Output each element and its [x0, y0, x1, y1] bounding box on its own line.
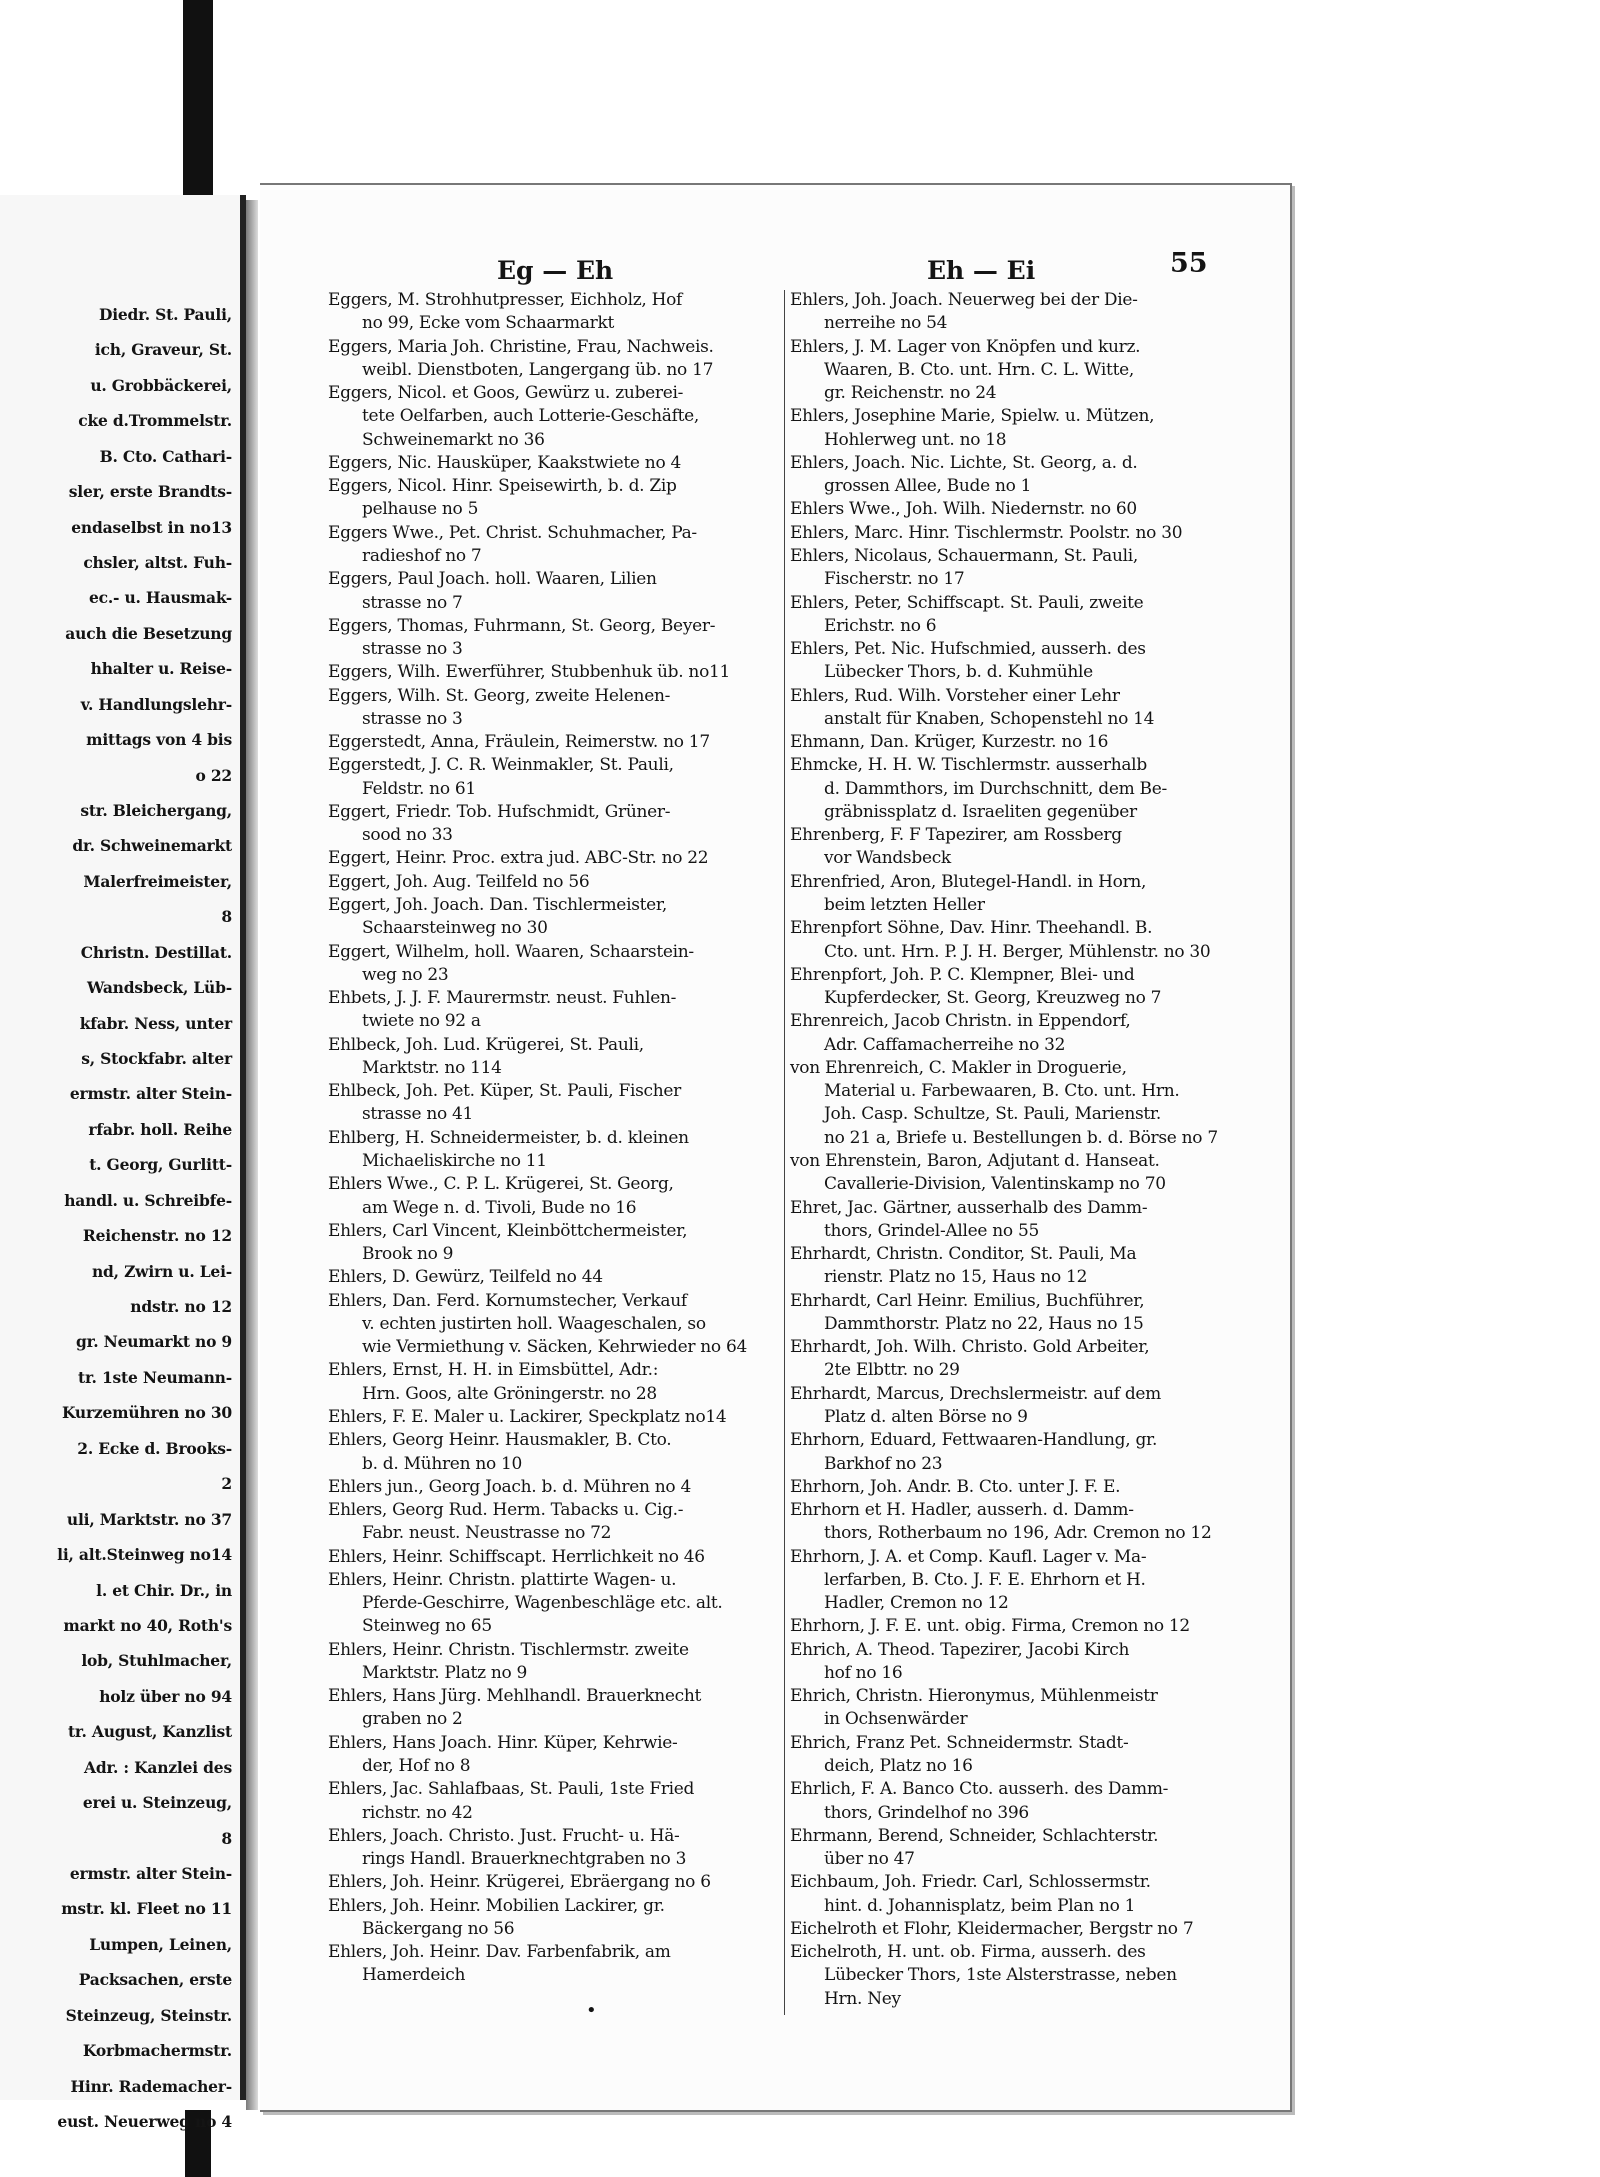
- entry-line: Ehlers, Dan. Ferd. Kornumstecher, Verkauf: [328, 1290, 687, 1311]
- entry-line: Eggert, Heinr. Proc. extra jud. ABC-Str. no 22: [328, 848, 709, 869]
- entry-continuation-line: thors, Grindelhof no 396: [824, 1802, 1029, 1823]
- entry-continuation-line: no 21 a, Briefe u. Bestellungen b. d. Börse no 7: [824, 1127, 1218, 1148]
- entry-continuation-line: twiete no 92 a: [362, 1011, 481, 1032]
- entry-continuation-line: radieshof no 7: [362, 545, 482, 566]
- left-fragment-line: uli, Marktstr. no 37: [66, 1509, 232, 1529]
- entry-continuation-line: Barkhof no 23: [824, 1453, 943, 1474]
- entry-continuation-line: über no 47: [824, 1849, 915, 1870]
- left-fragment-line: tr. August, Kanzlist: [67, 1722, 232, 1742]
- entry-continuation-line: Adr. Caffamacherreihe no 32: [824, 1034, 1066, 1055]
- entry-line: Eggers, Nicol. Hinr. Speisewirth, b. d. Zip: [328, 476, 677, 497]
- entry-line: Ehlbeck, Joh. Pet. Küper, St. Pauli, Fischer: [328, 1081, 681, 1102]
- left-fragment-line: Lumpen, Leinen,: [89, 1934, 232, 1954]
- entry-line: Eggers, Paul Joach. holl. Waaren, Lilien: [328, 569, 657, 590]
- entry-continuation-line: thors, Grindel-Allee no 55: [824, 1220, 1039, 1241]
- entry-continuation-line: gräbnissplatz d. Israeliten gegenüber: [824, 801, 1137, 822]
- entry-line: Ehrenpfort Söhne, Dav. Hinr. Theehandl. B.: [790, 918, 1153, 939]
- entry-line: Ehret, Jac. Gärtner, ausserhalb des Damm-: [790, 1197, 1148, 1218]
- left-fragment-line: 2: [221, 1474, 232, 1494]
- entry-line: Eggers, Wilh. Ewerführer, Stubbenhuk üb. no11: [328, 662, 731, 683]
- entry-line: Ehrenpfort, Joh. P. C. Klempner, Blei- und: [790, 964, 1135, 985]
- entry-continuation-line: Hohlerweg unt. no 18: [824, 429, 1007, 450]
- entry-line: Ehlers Wwe., Joh. Wilh. Niedernstr. no 60: [790, 499, 1137, 520]
- entry-continuation-line: deich, Platz no 16: [824, 1756, 973, 1776]
- entry-line: Eggers, M. Strohhutpresser, Eichholz, Hof: [328, 290, 683, 310]
- entry-continuation-line: strasse no 7: [362, 592, 463, 613]
- entry-continuation-line: beim letzten Heller: [824, 895, 985, 916]
- left-fragment-line: Kurzemühren no 30: [61, 1403, 232, 1423]
- header-left-range: Eg — Eh: [497, 256, 614, 285]
- left-fragment-line: rfabr. holl. Reihe: [88, 1119, 232, 1139]
- left-fragment-line: Reichenstr. no 12: [82, 1226, 232, 1246]
- entry-line: Ehrich, A. Theod. Tapezirer, Jacobi Kirch: [790, 1639, 1130, 1660]
- page-gutter: [246, 200, 258, 2110]
- left-fragment-line: gr. Neumarkt no 9: [76, 1332, 232, 1352]
- left-fragment-line: l. et Chir. Dr., in: [96, 1580, 232, 1600]
- entry-continuation-line: weibl. Dienstboten, Langergang üb. no 17: [362, 359, 714, 380]
- entry-line: Ehrhorn, J. A. et Comp. Kaufl. Lager v. Ma-: [790, 1546, 1147, 1567]
- entry-line: Ehlers, Marc. Hinr. Tischlermstr. Poolstr. no 30: [790, 522, 1183, 543]
- left-fragment-line: kfabr. Ness, unter: [79, 1013, 232, 1033]
- entry-continuation-line: Schweinemarkt no 36: [362, 429, 545, 450]
- entry-line: Ehlers, Heinr. Christn. Tischlermstr. zweite: [328, 1639, 689, 1660]
- entry-continuation-line: sood no 33: [362, 825, 453, 846]
- entry-line: von Ehrenreich, C. Makler in Droguerie,: [790, 1057, 1127, 1078]
- entry-line: Ehlers, Georg Heinr. Hausmakler, B. Cto.: [328, 1430, 672, 1451]
- entry-line: Ehrhorn, J. F. E. unt. obig. Firma, Cremon no 12: [790, 1616, 1190, 1637]
- book-spine-shadow-top: [183, 0, 213, 200]
- entry-continuation-line: Michaeliskirche no 11: [362, 1150, 547, 1171]
- left-fragment-line: u. Grobbäckerei,: [90, 375, 232, 395]
- left-fragment-line: erei u. Steinzeug,: [82, 1793, 232, 1813]
- entry-line: Ehrenfried, Aron, Blutegel-Handl. in Horn,: [790, 871, 1147, 892]
- entry-continuation-line: anstalt für Knaben, Schopenstehl no 14: [824, 708, 1155, 729]
- entry-continuation-line: lerfarben, B. Cto. J. F. E. Ehrhorn et H.: [824, 1569, 1146, 1590]
- entry-line: Ehlers, Peter, Schiffscapt. St. Pauli, zweite: [790, 592, 1144, 613]
- entry-line: Ehrmann, Berend, Schneider, Schlachterstr.: [790, 1825, 1159, 1846]
- entry-line: Ehrlich, F. A. Banco Cto. ausserh. des Damm-: [790, 1779, 1169, 1800]
- entry-line: Ehlers, Joh. Heinr. Krügerei, Ebräergang no 6: [328, 1872, 711, 1893]
- left-fragment-line: markt no 40, Roth's: [63, 1615, 232, 1635]
- entry-line: Ehlers, Carl Vincent, Kleinböttchermeister,: [328, 1220, 688, 1241]
- entry-line: Ehrenreich, Jacob Christn. in Eppendorf,: [790, 1011, 1131, 1032]
- entry-line: Eggers, Maria Joh. Christine, Frau, Nachweis.: [328, 336, 714, 357]
- entry-continuation-line: 2te Elbttr. no 29: [824, 1360, 960, 1381]
- entry-line: Ehlers, Nicolaus, Schauermann, St. Pauli,: [790, 545, 1139, 566]
- entry-line: Ehlers, Ernst, H. H. in Eimsbüttel, Adr.:: [328, 1360, 659, 1381]
- entry-continuation-line: Pferde-Geschirre, Wagenbeschläge etc. alt.: [362, 1593, 723, 1614]
- entry-line: Ehrhorn et H. Hadler, ausserh. d. Damm-: [790, 1500, 1134, 1521]
- left-fragment-line: Korbmachermstr.: [82, 2041, 232, 2061]
- header-right-range: Eh — Ei: [927, 256, 1036, 285]
- left-fragment-line: 8: [221, 1828, 232, 1848]
- entry-continuation-line: gr. Reichenstr. no 24: [824, 383, 997, 404]
- entry-continuation-line: hint. d. Johannisplatz, beim Plan no 1: [824, 1895, 1136, 1916]
- left-fragment-line: Packsachen, erste: [78, 1970, 232, 1990]
- entry-continuation-line: Marktstr. Platz no 9: [362, 1662, 528, 1683]
- entry-continuation-line: Steinweg no 65: [362, 1616, 492, 1637]
- entry-continuation-line: vor Wandsbeck: [824, 848, 951, 869]
- left-fragment-line: str. Bleichergang,: [80, 801, 232, 821]
- entry-continuation-line: b. d. Mühren no 10: [362, 1453, 523, 1474]
- left-fragment-line: Diedr. St. Pauli,: [98, 305, 232, 324]
- entry-continuation-line: no 99, Ecke vom Schaarmarkt: [362, 313, 615, 334]
- entry-line: Ehlers, Joh. Joach. Neuerweg bei der Die-: [790, 290, 1138, 310]
- entry-continuation-line: grossen Allee, Bude no 1: [824, 476, 1032, 497]
- entry-continuation-line: Waaren, B. Cto. unt. Hrn. C. L. Witte,: [824, 359, 1134, 380]
- entry-line: Ehlbeck, Joh. Lud. Krügerei, St. Pauli,: [328, 1034, 644, 1055]
- entry-line: Ehlers, Hans Jürg. Mehlhandl. Brauerknecht: [328, 1686, 702, 1707]
- left-fragment-line: B. Cto. Cathari-: [99, 446, 232, 466]
- entry-continuation-line: Marktstr. no 114: [362, 1057, 502, 1078]
- entry-continuation-line: richstr. no 42: [362, 1802, 473, 1823]
- entry-line: Ehmcke, H. H. W. Tischlermstr. ausserhalb: [790, 755, 1147, 776]
- left-fragment-line: Wandsbeck, Lüb-: [86, 978, 232, 998]
- entry-line: Eggerstedt, J. C. R. Weinmakler, St. Pauli,: [328, 755, 674, 776]
- entry-continuation-line: Material u. Farbewaaren, B. Cto. unt. Hrn.: [824, 1081, 1180, 1102]
- entry-continuation-line: Hamerdeich: [362, 1965, 466, 1986]
- entry-line: Eggers Wwe., Pet. Christ. Schuhmacher, Pa-: [328, 522, 697, 543]
- entry-line: Ehlers, Hans Joach. Hinr. Küper, Kehrwie-: [328, 1732, 678, 1753]
- left-fragment-line: ermstr. alter Stein-: [69, 1863, 232, 1883]
- entry-continuation-line: nerreihe no 54: [824, 313, 948, 334]
- entry-line: Ehrenberg, F. F Tapezirer, am Rossberg: [790, 825, 1122, 846]
- entry-continuation-line: rienstr. Platz no 15, Haus no 12: [824, 1267, 1088, 1288]
- left-fragment-line: nd, Zwirn u. Lei-: [91, 1261, 232, 1281]
- entry-continuation-line: strasse no 3: [362, 639, 463, 660]
- left-fragment-line: Adr. : Kanzlei des: [84, 1757, 232, 1777]
- entry-continuation-line: wie Vermiethung v. Säcken, Kehrwieder no 64: [362, 1337, 747, 1358]
- entry-line: Ehlers, F. E. Maler u. Lackirer, Speckplatz no14: [328, 1406, 727, 1427]
- entry-continuation-line: Lübecker Thors, b. d. Kuhmühle: [824, 662, 1093, 683]
- entry-continuation-line: hof no 16: [824, 1662, 903, 1683]
- entry-line: Ehbets, J. J. F. Maurermstr. neust. Fuhlen-: [328, 988, 677, 1009]
- entry-continuation-line: Hadler, Cremon no 12: [824, 1593, 1009, 1614]
- entry-continuation-line: Cavallerie-Division, Valentinskamp no 70: [824, 1174, 1166, 1195]
- left-fragment-line: Malerfreimeister,: [83, 871, 232, 891]
- entry-continuation-line: Kupferdecker, St. Georg, Kreuzweg no 7: [824, 988, 1162, 1009]
- entry-line: Ehlers, Joh. Heinr. Dav. Farbenfabrik, am: [328, 1942, 671, 1963]
- entry-line: Eggert, Friedr. Tob. Hufschmidt, Grüner-: [328, 801, 671, 822]
- entry-line: Ehlers, Joh. Heinr. Mobilien Lackirer, gr.: [328, 1895, 665, 1916]
- left-fragment-line: o 22: [195, 765, 232, 785]
- entry-continuation-line: rings Handl. Brauerknechtgraben no 3: [362, 1849, 687, 1870]
- entry-line: Ehlers, Georg Rud. Herm. Tabacks u. Cig.-: [328, 1500, 684, 1521]
- entry-line: Eichelroth, H. unt. ob. Firma, ausserh. des: [790, 1942, 1146, 1963]
- left-fragment-line: v. Handlungslehr-: [80, 694, 232, 714]
- entry-continuation-line: weg no 23: [362, 964, 449, 985]
- entry-line: Ehrhardt, Christn. Conditor, St. Pauli, Ma: [790, 1244, 1137, 1265]
- entry-continuation-line: graben no 2: [362, 1709, 463, 1730]
- entry-continuation-line: Hrn. Goos, alte Gröningerstr. no 28: [362, 1383, 657, 1404]
- left-fragment-line: lob, Stuhlmacher,: [81, 1651, 232, 1671]
- left-fragment-line: tr. 1ste Neumann-: [78, 1367, 232, 1387]
- entry-line: Ehrhardt, Joh. Wilh. Christo. Gold Arbeiter,: [790, 1337, 1150, 1358]
- left-fragment-line: handl. u. Schreibfe-: [64, 1190, 232, 1210]
- entry-line: Eichbaum, Joh. Friedr. Carl, Schlossermstr.: [790, 1872, 1151, 1893]
- left-fragment-line: s, Stockfabr. alter: [81, 1049, 232, 1069]
- left-fragment-line: ec.- u. Hausmak-: [88, 588, 232, 608]
- left-fragment-line: ermstr. alter Stein-: [69, 1084, 232, 1104]
- entry-line: Eggert, Wilhelm, holl. Waaren, Schaarstein-: [328, 941, 694, 962]
- entry-continuation-line: v. echten justirten holl. Waageschalen, so: [362, 1313, 706, 1334]
- entry-continuation-line: der, Hof no 8: [362, 1756, 471, 1776]
- entry-continuation-line: am Wege n. d. Tivoli, Bude no 16: [362, 1197, 637, 1218]
- left-fragment-line: Steinzeug, Steinstr.: [65, 2005, 232, 2025]
- column-divider: [784, 290, 785, 2015]
- left-fragment-line: auch die Besetzung: [65, 623, 232, 643]
- entry-continuation-line: Dammthorstr. Platz no 22, Haus no 15: [824, 1313, 1144, 1334]
- entry-continuation-line: Fabr. neust. Neustrasse no 72: [362, 1523, 612, 1544]
- left-fragment-line: dr. Schweinemarkt: [72, 836, 232, 856]
- entry-continuation-line: Lübecker Thors, 1ste Alsterstrasse, neben: [824, 1965, 1177, 1986]
- entry-line: Eggers, Wilh. St. Georg, zweite Helenen-: [328, 685, 671, 706]
- entry-line: Ehrhorn, Joh. Andr. B. Cto. unter J. F. E.: [790, 1476, 1121, 1497]
- entry-line: Ehlers, Heinr. Christn. plattirte Wagen- u.: [328, 1569, 677, 1590]
- entry-line: Ehrhardt, Marcus, Drechslermeistr. auf dem: [790, 1383, 1162, 1404]
- entry-line: Eggert, Joh. Aug. Teilfeld no 56: [328, 871, 590, 892]
- ink-dot: •: [586, 2000, 597, 2021]
- entry-line: Eggers, Thomas, Fuhrmann, St. Georg, Beyer-: [328, 615, 716, 636]
- entry-continuation-line: Schaarsteinweg no 30: [362, 918, 548, 939]
- entry-continuation-line: pelhause no 5: [362, 499, 479, 520]
- entry-line: Eggerstedt, Anna, Fräulein, Reimerstw. no 17: [328, 732, 710, 753]
- entry-line: von Ehrenstein, Baron, Adjutant d. Hanseat.: [790, 1150, 1160, 1171]
- left-fragment-line: ich, Graveur, St.: [94, 340, 232, 360]
- entry-continuation-line: strasse no 41: [362, 1104, 474, 1125]
- left-fragment-line: eust. Neuerweg no 4: [57, 2111, 232, 2131]
- entry-line: Ehlers, Heinr. Schiffscapt. Herrlichkeit no 46: [328, 1546, 705, 1567]
- entry-line: Ehmann, Dan. Krüger, Kurzestr. no 16: [790, 732, 1109, 753]
- entry-continuation-line: Platz d. alten Börse no 9: [824, 1406, 1028, 1427]
- entry-continuation-line: tete Oelfarben, auch Lotterie-Geschäfte,: [362, 406, 700, 427]
- left-fragment-line: hhalter u. Reise-: [90, 659, 232, 679]
- entry-line: Ehlers, J. M. Lager von Knöpfen und kurz.: [790, 336, 1141, 357]
- left-fragment-line: ndstr. no 12: [130, 1297, 232, 1317]
- entry-line: Eggert, Joh. Joach. Dan. Tischlermeister,: [328, 895, 667, 916]
- entry-line: Ehlers, Rud. Wilh. Vorsteher einer Lehr: [790, 685, 1120, 706]
- entry-line: Eggers, Nic. Hausküper, Kaakstwiete no 4: [328, 452, 682, 473]
- left-fragment-line: 2. Ecke d. Brooks-: [77, 1438, 232, 1458]
- entry-continuation-line: in Ochsenwärder: [824, 1709, 968, 1730]
- entry-continuation-line: thors, Rotherbaum no 196, Adr. Cremon no 12: [824, 1523, 1212, 1544]
- left-fragment-line: endaselbst in no13: [71, 517, 232, 537]
- entry-line: Ehlers, Joach. Christo. Just. Frucht- u. Hä-: [328, 1825, 680, 1846]
- entry-line: Ehlers, Pet. Nic. Hufschmied, ausserh. des: [790, 639, 1146, 660]
- entry-line: Ehlers, Jac. Sahlafbaas, St. Pauli, 1ste Fried: [328, 1779, 695, 1800]
- left-fragment-line: holz über no 94: [99, 1686, 232, 1706]
- entry-line: Ehlers, Josephine Marie, Spielw. u. Mützen,: [790, 406, 1155, 427]
- entry-line: Ehrich, Franz Pet. Schneidermstr. Stadt-: [790, 1732, 1129, 1753]
- page-number: 55: [1170, 248, 1208, 279]
- entry-continuation-line: d. Dammthors, im Durchschnitt, dem Be-: [824, 778, 1167, 799]
- entry-line: Eggers, Nicol. et Goos, Gewürz u. zuberei-: [328, 383, 684, 404]
- left-page-fragment: [0, 195, 246, 2131]
- entry-continuation-line: strasse no 3: [362, 708, 463, 729]
- entry-continuation-line: Feldstr. no 61: [362, 778, 476, 799]
- entry-line: Ehlers jun., Georg Joach. b. d. Mühren no 4: [328, 1476, 691, 1497]
- entry-line: Ehlers Wwe., C. P. L. Krügerei, St. Georg,: [328, 1174, 674, 1195]
- entry-line: Ehrhorn, Eduard, Fettwaaren-Handlung, gr.: [790, 1430, 1158, 1451]
- entry-continuation-line: Joh. Casp. Schultze, St. Pauli, Marienstr.: [824, 1104, 1161, 1125]
- left-fragment-line: 8: [221, 907, 232, 927]
- entry-continuation-line: Fischerstr. no 17: [824, 569, 965, 590]
- entry-continuation-line: Brook no 9: [362, 1244, 454, 1265]
- left-fragment-line: Hinr. Rademacher-: [70, 2076, 232, 2096]
- entry-continuation-line: Cto. unt. Hrn. P. J. H. Berger, Mühlenstr. no 30: [824, 941, 1211, 962]
- left-fragment-line: cke d.Trommelstr.: [78, 411, 232, 431]
- entry-continuation-line: Erichstr. no 6: [824, 615, 937, 636]
- entry-line: Ehlers, D. Gewürz, Teilfeld no 44: [328, 1267, 603, 1288]
- entry-line: Ehrich, Christn. Hieronymus, Mühlenmeistr: [790, 1686, 1158, 1707]
- entry-line: Ehlers, Joach. Nic. Lichte, St. Georg, a. d.: [790, 452, 1138, 473]
- left-fragment-line: mstr. kl. Fleet no 11: [61, 1899, 232, 1919]
- entry-line: Ehlberg, H. Schneidermeister, b. d. kleinen: [328, 1127, 689, 1148]
- left-fragment-line: chsler, altst. Fuh-: [83, 553, 232, 572]
- left-fragment-line: sler, erste Brandts-: [68, 482, 232, 502]
- entry-line: Eichelroth et Flohr, Kleidermacher, Bergstr no 7: [790, 1918, 1194, 1939]
- left-fragment-line: li, alt.Steinweg no14: [57, 1545, 232, 1565]
- entry-continuation-line: Hrn. Ney: [824, 1988, 901, 2009]
- entry-line: Ehrhardt, Carl Heinr. Emilius, Buchführer,: [790, 1290, 1145, 1311]
- left-fragment-line: t. Georg, Gurlitt-: [89, 1155, 232, 1175]
- left-fragment-line: mittags von 4 bis: [86, 730, 232, 750]
- entry-continuation-line: Bäckergang no 56: [362, 1918, 515, 1939]
- left-fragment-line: Christn. Destillat.: [80, 942, 232, 962]
